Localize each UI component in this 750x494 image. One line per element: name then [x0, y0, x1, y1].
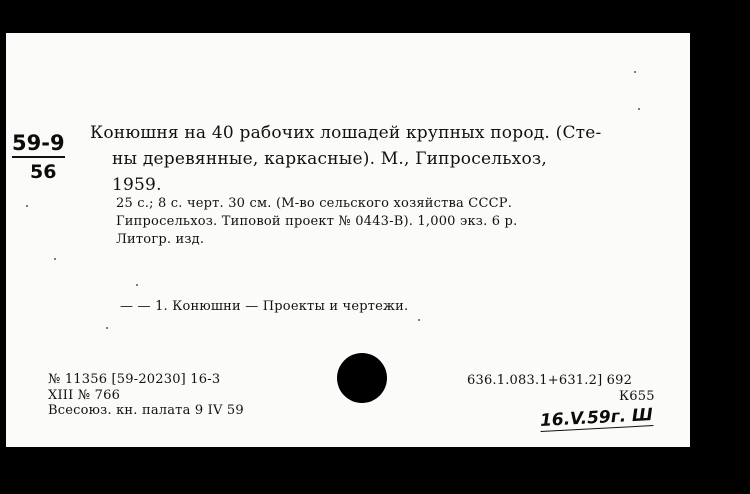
dust-speck [136, 284, 138, 286]
dust-speck [638, 108, 640, 110]
chronicle-number: XIII № 766 [48, 388, 121, 403]
dust-speck [26, 205, 28, 207]
author-mark: К655 [619, 389, 655, 404]
punch-hole [337, 353, 387, 403]
handwritten-date: 16.V.59г. Ш [539, 405, 654, 431]
description-line-3: Литогр. изд. [116, 232, 205, 247]
record-number: № 11356 [59-20230] 16-3 [48, 372, 221, 387]
subject-heading: — — 1. Конюшни — Проекты и чертежи. [120, 299, 409, 314]
title-line-1: Конюшня на 40 рабочих лошадей крупных пород. (Сте- [90, 123, 602, 143]
title-line-2: ны деревянные, каркасные). М., Гипросельхоз, [112, 149, 547, 169]
dust-speck [418, 319, 420, 321]
description-line-2: Гипросельхоз. Типовой проект № 0443-В). 1,000 экз. 6 р. [116, 214, 518, 229]
description-line-1: 25 с.; 8 с. черт. 30 см. (М-во сельского хозяйства СССР. [116, 196, 513, 211]
dust-speck [54, 258, 56, 260]
call-number-top: 59-9 [12, 131, 65, 158]
dust-speck [634, 71, 636, 73]
dust-speck [106, 327, 108, 329]
call-number-bottom: 56 [30, 161, 57, 183]
book-chamber: Всесоюз. кн. палата 9 IV 59 [48, 403, 244, 418]
title-line-3: 1959. [112, 175, 162, 195]
classification-index: 636.1.083.1+631.2] 692 [467, 373, 633, 388]
